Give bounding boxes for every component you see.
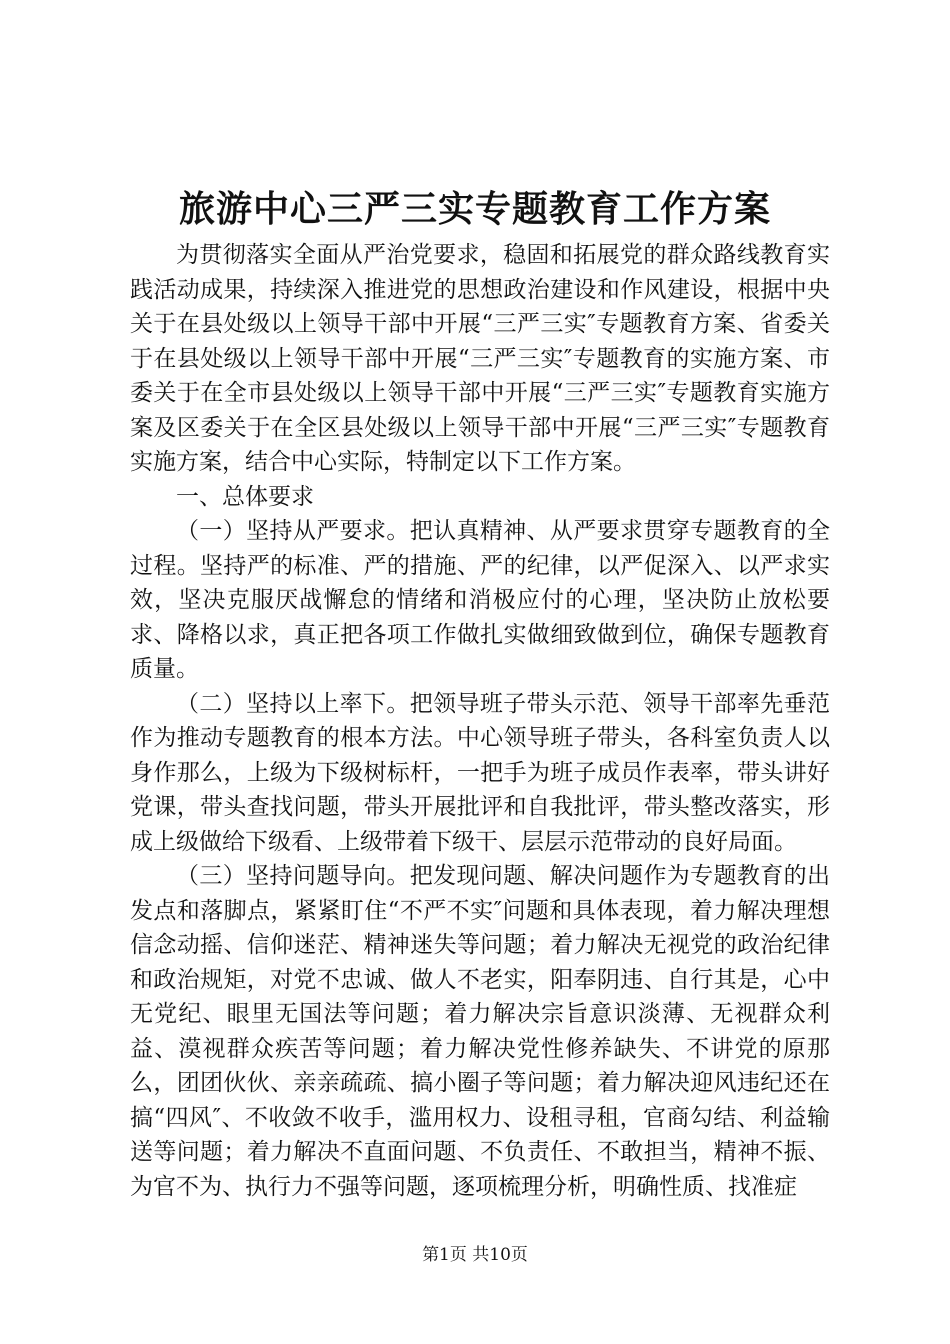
paragraph-strict-requirements: （一）坚持从严要求。把认真精神、从严要求贯穿专题教育的全过程。坚持严的标准、严的措施、严的纪律，以严促深入、以严求实效，坚决克服厌战懈怠的情绪和消极应付的心理，坚决防止放松要求、降格以求，真正把各项工作做扎实做细致做到位，确保专题教育质量。	[130, 518, 830, 682]
paragraph-lead-by-example: （二）坚持以上率下。把领导班子带头示范、领导干部率先垂范作为推动专题教育的根本方法。中心领导班子带头，各科室负责人以身作那么，上级为下级树标杆，一把手为班子成员作表率，带头讲好党课，带头查找问题，带头开展批评和自我批评，带头整改落实，形成上级做给下级看、上级带着下级干、层层示范带动的良好局面。	[130, 690, 830, 855]
page-footer: 第1页 共10页	[422, 1245, 528, 1265]
paragraph-problem-oriented: （三）坚持问题导向。把发现问题、解决问题作为专题教育的出发点和落脚点，紧紧盯住“不严不实″问题和具体表现，着力解决理想信念动摇、信仰迷茫、精神迷失等问题；着力解决无视党的政治纪律和政治规矩，对党不忠诚、做人不老实，阳奉阴违、自行其是，心中无党纪、眼里无国法等问题；着力解决宗旨意识淡薄、无视群众利益、漠视群众疾苦等问题；着力解决党性修养缺失、不讲党的原那么，团团伙伙、亲亲疏疏、搞小圈子等问题；着力解决迎风违纪还在搞“四风″、不收敛不收手，滥用权力、设租寻租，官商勾结、利益输送等问题；着力解决不直面问题、不负责任、不敢担当，精神不振、为官不为、执行力不强等问题，逐项梳理分析，明确性质、找准症	[130, 863, 830, 1200]
section-heading-general-requirements: 一、总体要求	[176, 483, 314, 510]
document-body	[130, 238, 830, 1204]
document-title: 旅游中心三严三实专题教育工作方案	[178, 188, 771, 230]
paragraph-intro: 为贯彻落实全面从严治党要求，稳固和拓展党的群众路线教育实践活动成果，持续深入推进党的思想政治建设和作风建设，根据中央关于在县处级以上领导干部中开展“三严三实″专题教育方案、省委关于在县处级以上领导干部中开展“三严三实″专题教育的实施方案、市委关于在全市县处级以上领导干部中开展“三严三实″专题教育实施方案及区委关于在全区县处级以上领导干部中开展“三严三实″专题教育实施方案，结合中心实际，特制定以下工作方案。	[130, 242, 830, 475]
